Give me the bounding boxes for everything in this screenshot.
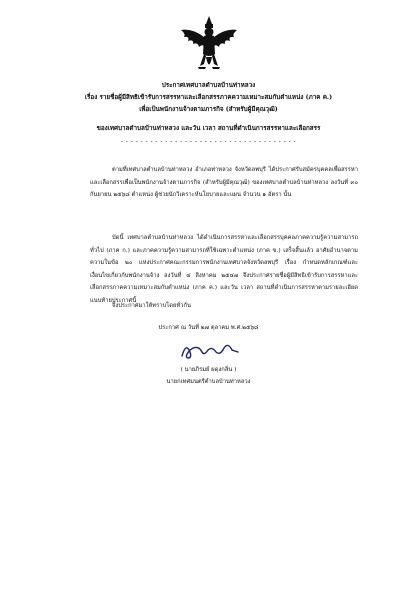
paragraph-2: บัดนี้ เทศบาลตำบลบ้านท่าหลวง ได้ดำเนินการสรรหาและเลือกสรรบุคคลภาคความรู้ความสามารถทั่วไป (ภาค ก.) และภาคความรู้ความสามารถที่ใช้เฉพาะตำแหน่ง (ภาค ข.) เสร็จสิ้นแล้ว อาศัยอำนาจตามความในข้อ ๒๐ แห่งประกาศคณะกรรมการพนักงานเทศบาลจังหวัดลพบุรี เรื่อง กำหนดหลักเกณฑ์และเงื่อนไขเกี่ยวกับพนักงานจ้าง ลงวันที่ ๔ สิงหาคม ๒๕๔๗ จึงประกาศรายชื่อผู้มีสิทธิเข้ารับการสรรหาและเลือกสรรภาคความเหมาะสมกับตำแหน่ง (ภาค ค.) และวัน เวลา สถานที่ดำเนินการสรรหาตามรายละเอียดแนบท้ายประกาศนี้ bbox=[90, 235, 358, 304]
paragraph-1: ตามที่เทศบาลตำบลบ้านท่าหลวง อำเภอท่าหลวง จังหวัดลพบุรี ได้ประกาศรับสมัครบุคคลเพื่อสรรหาและเลือกสรรเพื่อเป็นพนักงานจ้างตามภารกิจ (สำหรับผู้มีคุณวุฒิ) ของเทศบาลตำบลบ้านท่าหลวง ลงวันที่ ๓๐ กันยายน ๒๕๖๘ ตำแหน่ง ผู้ช่วยนักวิเคราะห์นโยบายและแผน จำนวน ๑ อัตรา นั้น bbox=[90, 167, 358, 198]
signer-position: นายกเทศมนตรีตำบลบ้านท่าหลวง bbox=[166, 379, 251, 385]
handwritten-signature bbox=[176, 338, 242, 362]
header-line-1: ประกาศเทศบาลตำบลบ้านท่าหลวง bbox=[161, 82, 256, 89]
announcement-date: ประกาศ ณ วันที่ ๒๗ ตุลาคม พ.ศ.๒๕๖๘ bbox=[158, 325, 259, 331]
header-divider: - - - - - - - - - - - - - - - - - - - - - - - - - - - - - - - - - - - - bbox=[120, 138, 297, 145]
closing-line: จึงประกาศมาให้ทราบโดยทั่วกัน bbox=[112, 303, 191, 309]
header-subject: เรื่อง รายชื่อผู้มีสิทธิเข้ารับการสรรหาและเลือกสรรภาคความเหมาะสมกับตำแหน่ง (ภาค ค.) bbox=[84, 94, 333, 101]
signer-name: ( นายภิรมย์ ผดุงกลิ่น ) bbox=[180, 367, 237, 373]
garuda-emblem-icon bbox=[178, 14, 240, 76]
header-line-4: ของเทศบาลตำบลบ้านท่าหลวง และวัน เวลา สถานที่ดำเนินการสรรหาและเลือกสรร bbox=[96, 125, 321, 132]
header-line-3: เพื่อเป็นพนักงานจ้างตามภารกิจ (สำหรับผู้มีคุณวุฒิ) bbox=[139, 106, 278, 113]
